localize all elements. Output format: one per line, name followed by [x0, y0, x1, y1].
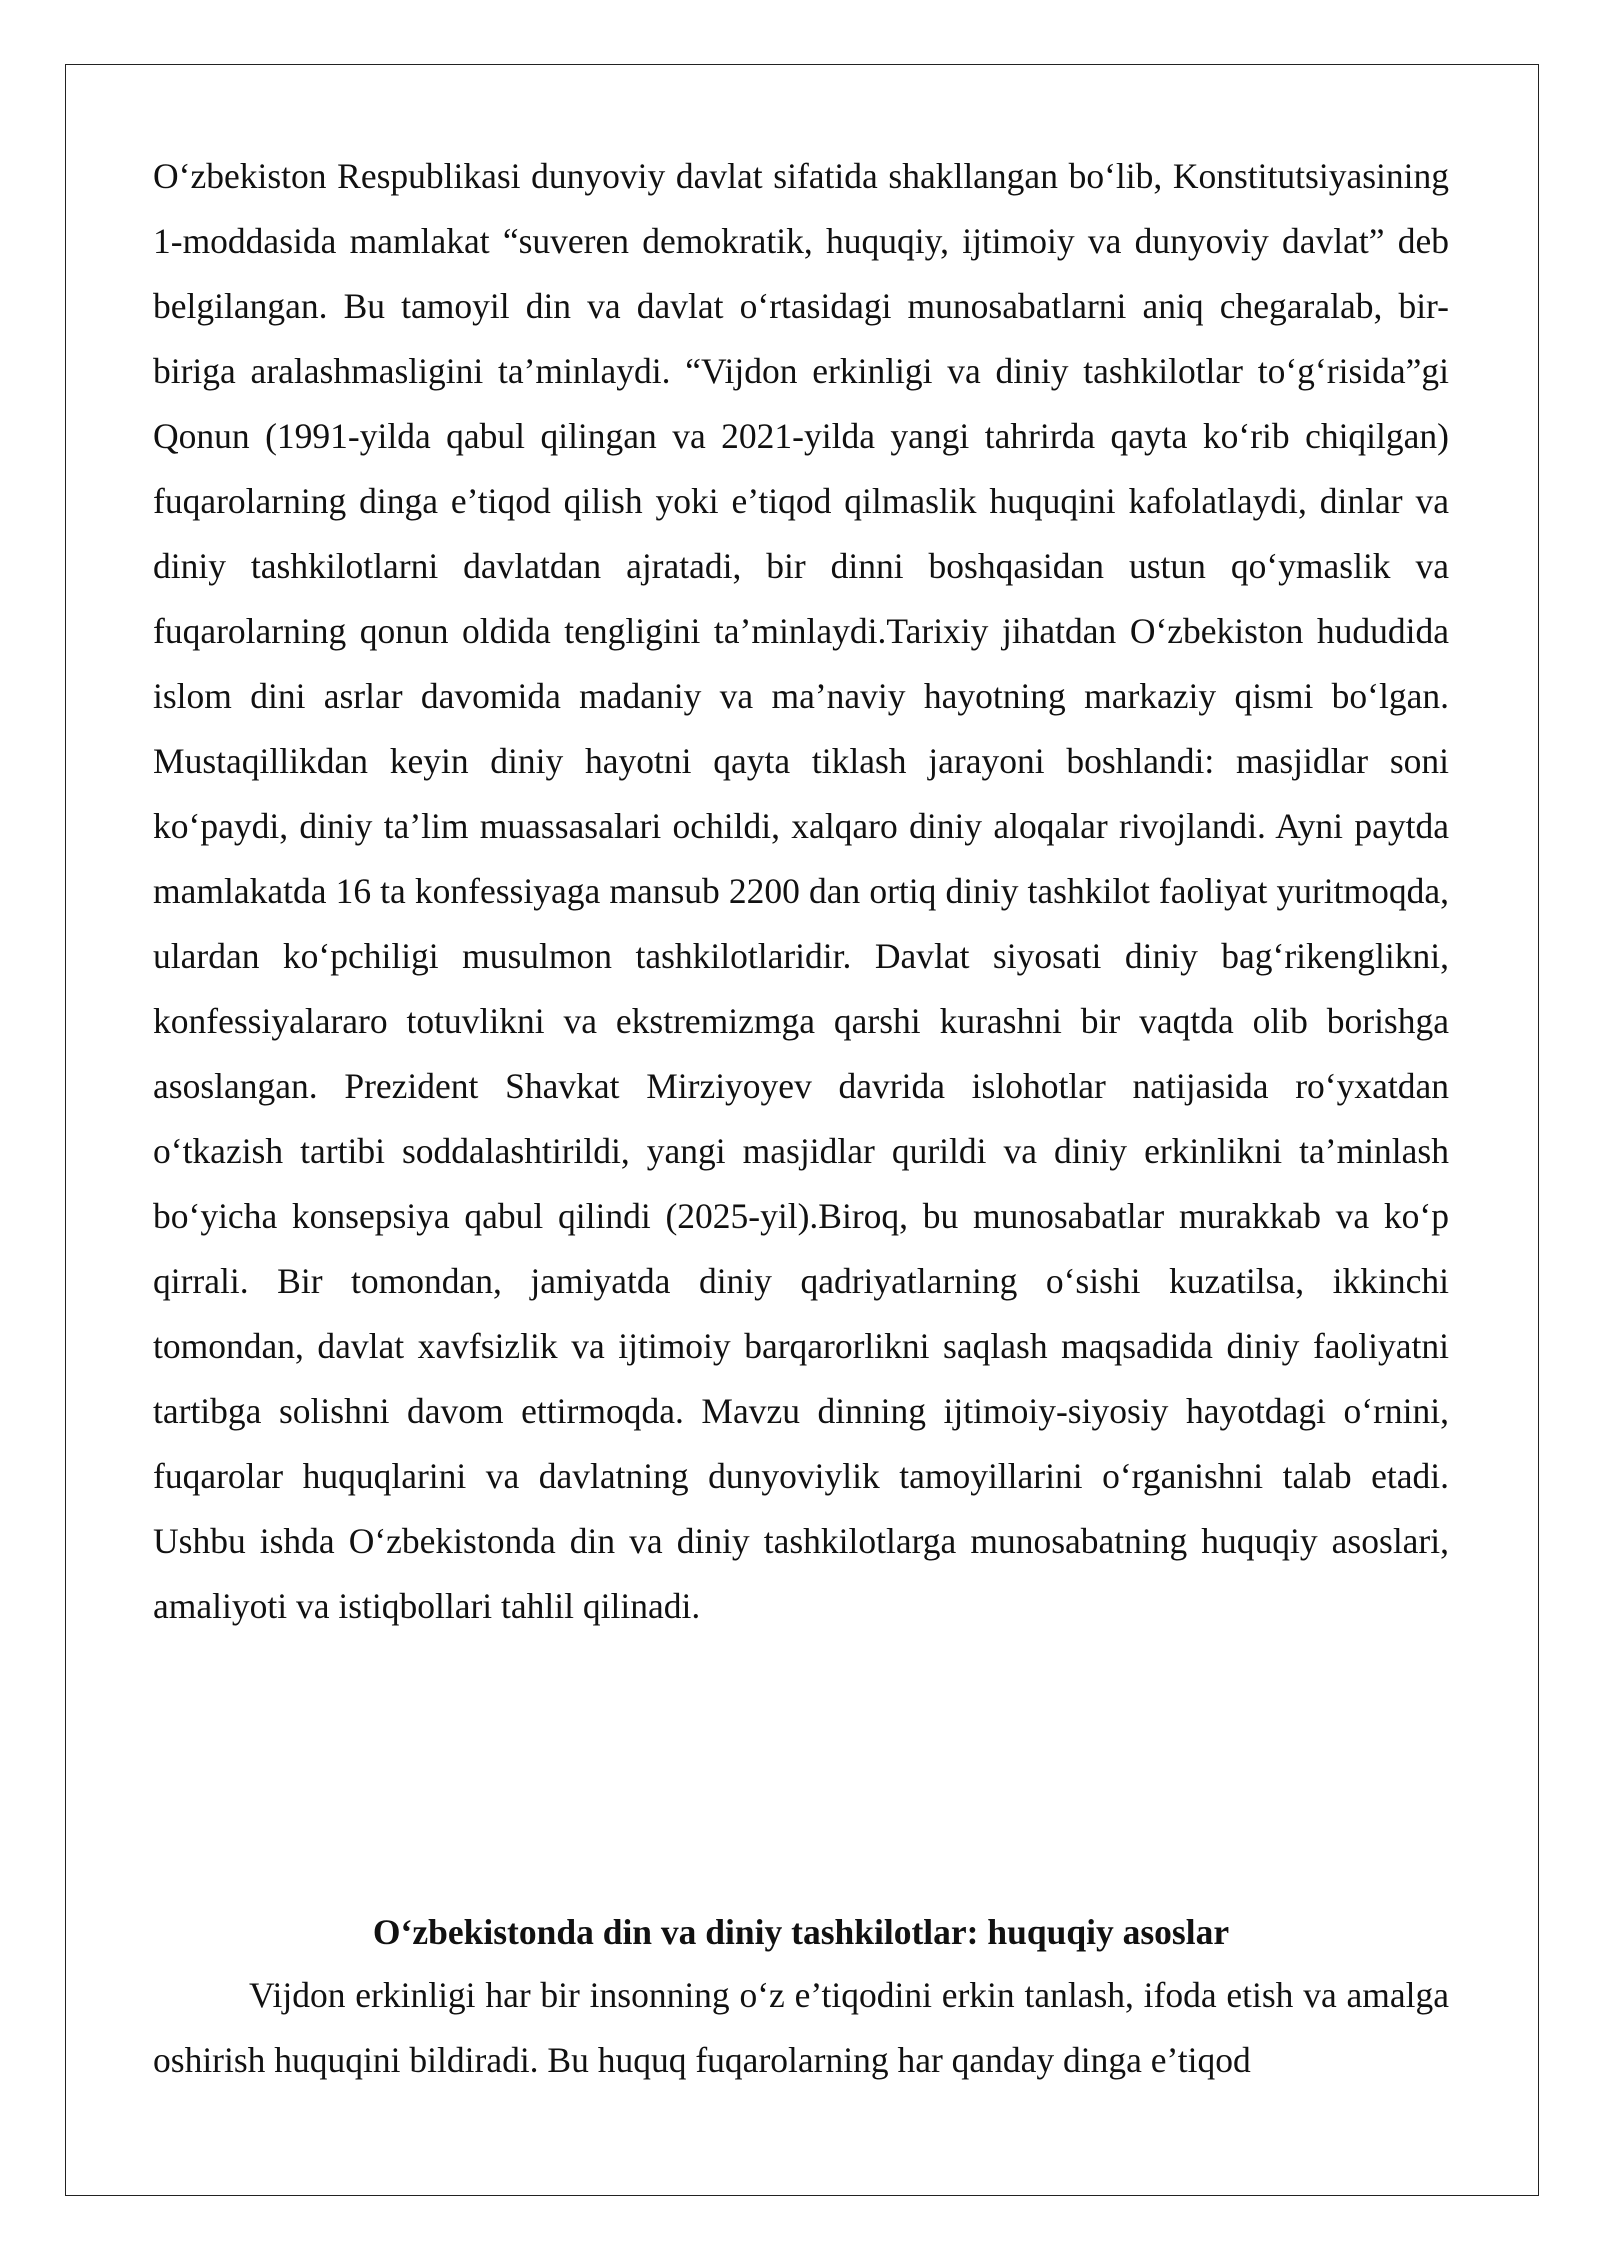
- intro-paragraph: O‘zbekiston Respublikasi dunyoviy davlat sifatida shakllangan bo‘lib, Konstitutsiyasining 1-moddasida mamlakat “suveren demokratik, huquqiy, ijtimoiy va dunyoviy davlat” deb belgilangan. Bu tamoyil din va davlat o‘rtasidagi munosabatlarni aniq chegaralab, bir-biriga aralashmasligini ta’minlaydi. “Vijdon erkinligi va diniy tashkilotlar to‘g‘risida”gi Qonun (1991-yilda qabul qilingan va 2021-yilda yangi tahrirda qayta ko‘rib chiqilgan) fuqarolarning dinga e’tiqod qilish yoki e’tiqod qilmaslik huquqini kafolatlaydi, dinlar va diniy tashkilotlarni davlatdan ajratadi, bir dinni boshqasidan ustun qo‘ymaslik va fuqarolarning qonun oldida tengligini ta’minlaydi.Tarixiy jihatdan O‘zbekiston hududida islom dini asrlar davomida madaniy va ma’naviy hayotning markaziy qismi bo‘lgan. Mustaqillikdan keyin diniy hayotni qayta tiklash jarayoni boshlandi: masjidlar soni ko‘paydi, diniy ta’lim muassasalari ochildi, xalqaro diniy aloqalar rivojlandi. Ayni paytda mamlakatda 16 ta konfessiyaga mansub 2200 dan ortiq diniy tashkilot faoliyat yuritmoqda, ulardan ko‘pchiligi musulmon tashkilotlaridir. Davlat siyosati diniy bag‘rikenglikni, konfessiyalararo totuvlikni va ekstremizmga qarshi kurashni bir vaqtda olib borishga asoslangan. Prezident Shavkat Mirziyoyev davrida islohotlar natijasida ro‘yxatdan o‘tkazish tartibi soddalashtirildi, yangi masjidlar qurildi va diniy erkinlikni ta’minlash bo‘yicha konsepsiya qabul qilindi (2025-yil).Biroq, bu munosabatlar murakkab va ko‘p qirrali. Bir tomondan, jamiyatda diniy qadriyatlarning o‘sishi kuzatilsa, ikkinchi tomondan, davlat xavfsizlik va ijtimoiy barqarorlikni saqlash maqsadida diniy faoliyatni tartibga solishni davom ettirmoqda. Mavzu dinning ijtimoiy-siyosiy hayotdagi o‘rnini, fuqarolar huquqlarini va davlatning dunyoviylik tamoyillarini o‘rganishni talab etadi. Ushbu ishda O‘zbekistonda din va diniy tashkilotlarga munosabatning huquqiy asoslari, amaliyoti va istiqbollari tahlil qilinadi.: [153, 156, 1449, 1626]
- section-heading: O‘zbekistonda din va diniy tashkilotlar: huquqiy asoslar: [372, 1912, 1230, 1952]
- section-paragraph: Vijdon erkinligi har bir insonning o‘z e’tiqodini erkin tanlash, ifoda etish va amalga oshirish huquqini bildiradi. Bu huquq fuqarolarning har qanday dinga e’tiqod: [153, 1975, 1449, 2080]
